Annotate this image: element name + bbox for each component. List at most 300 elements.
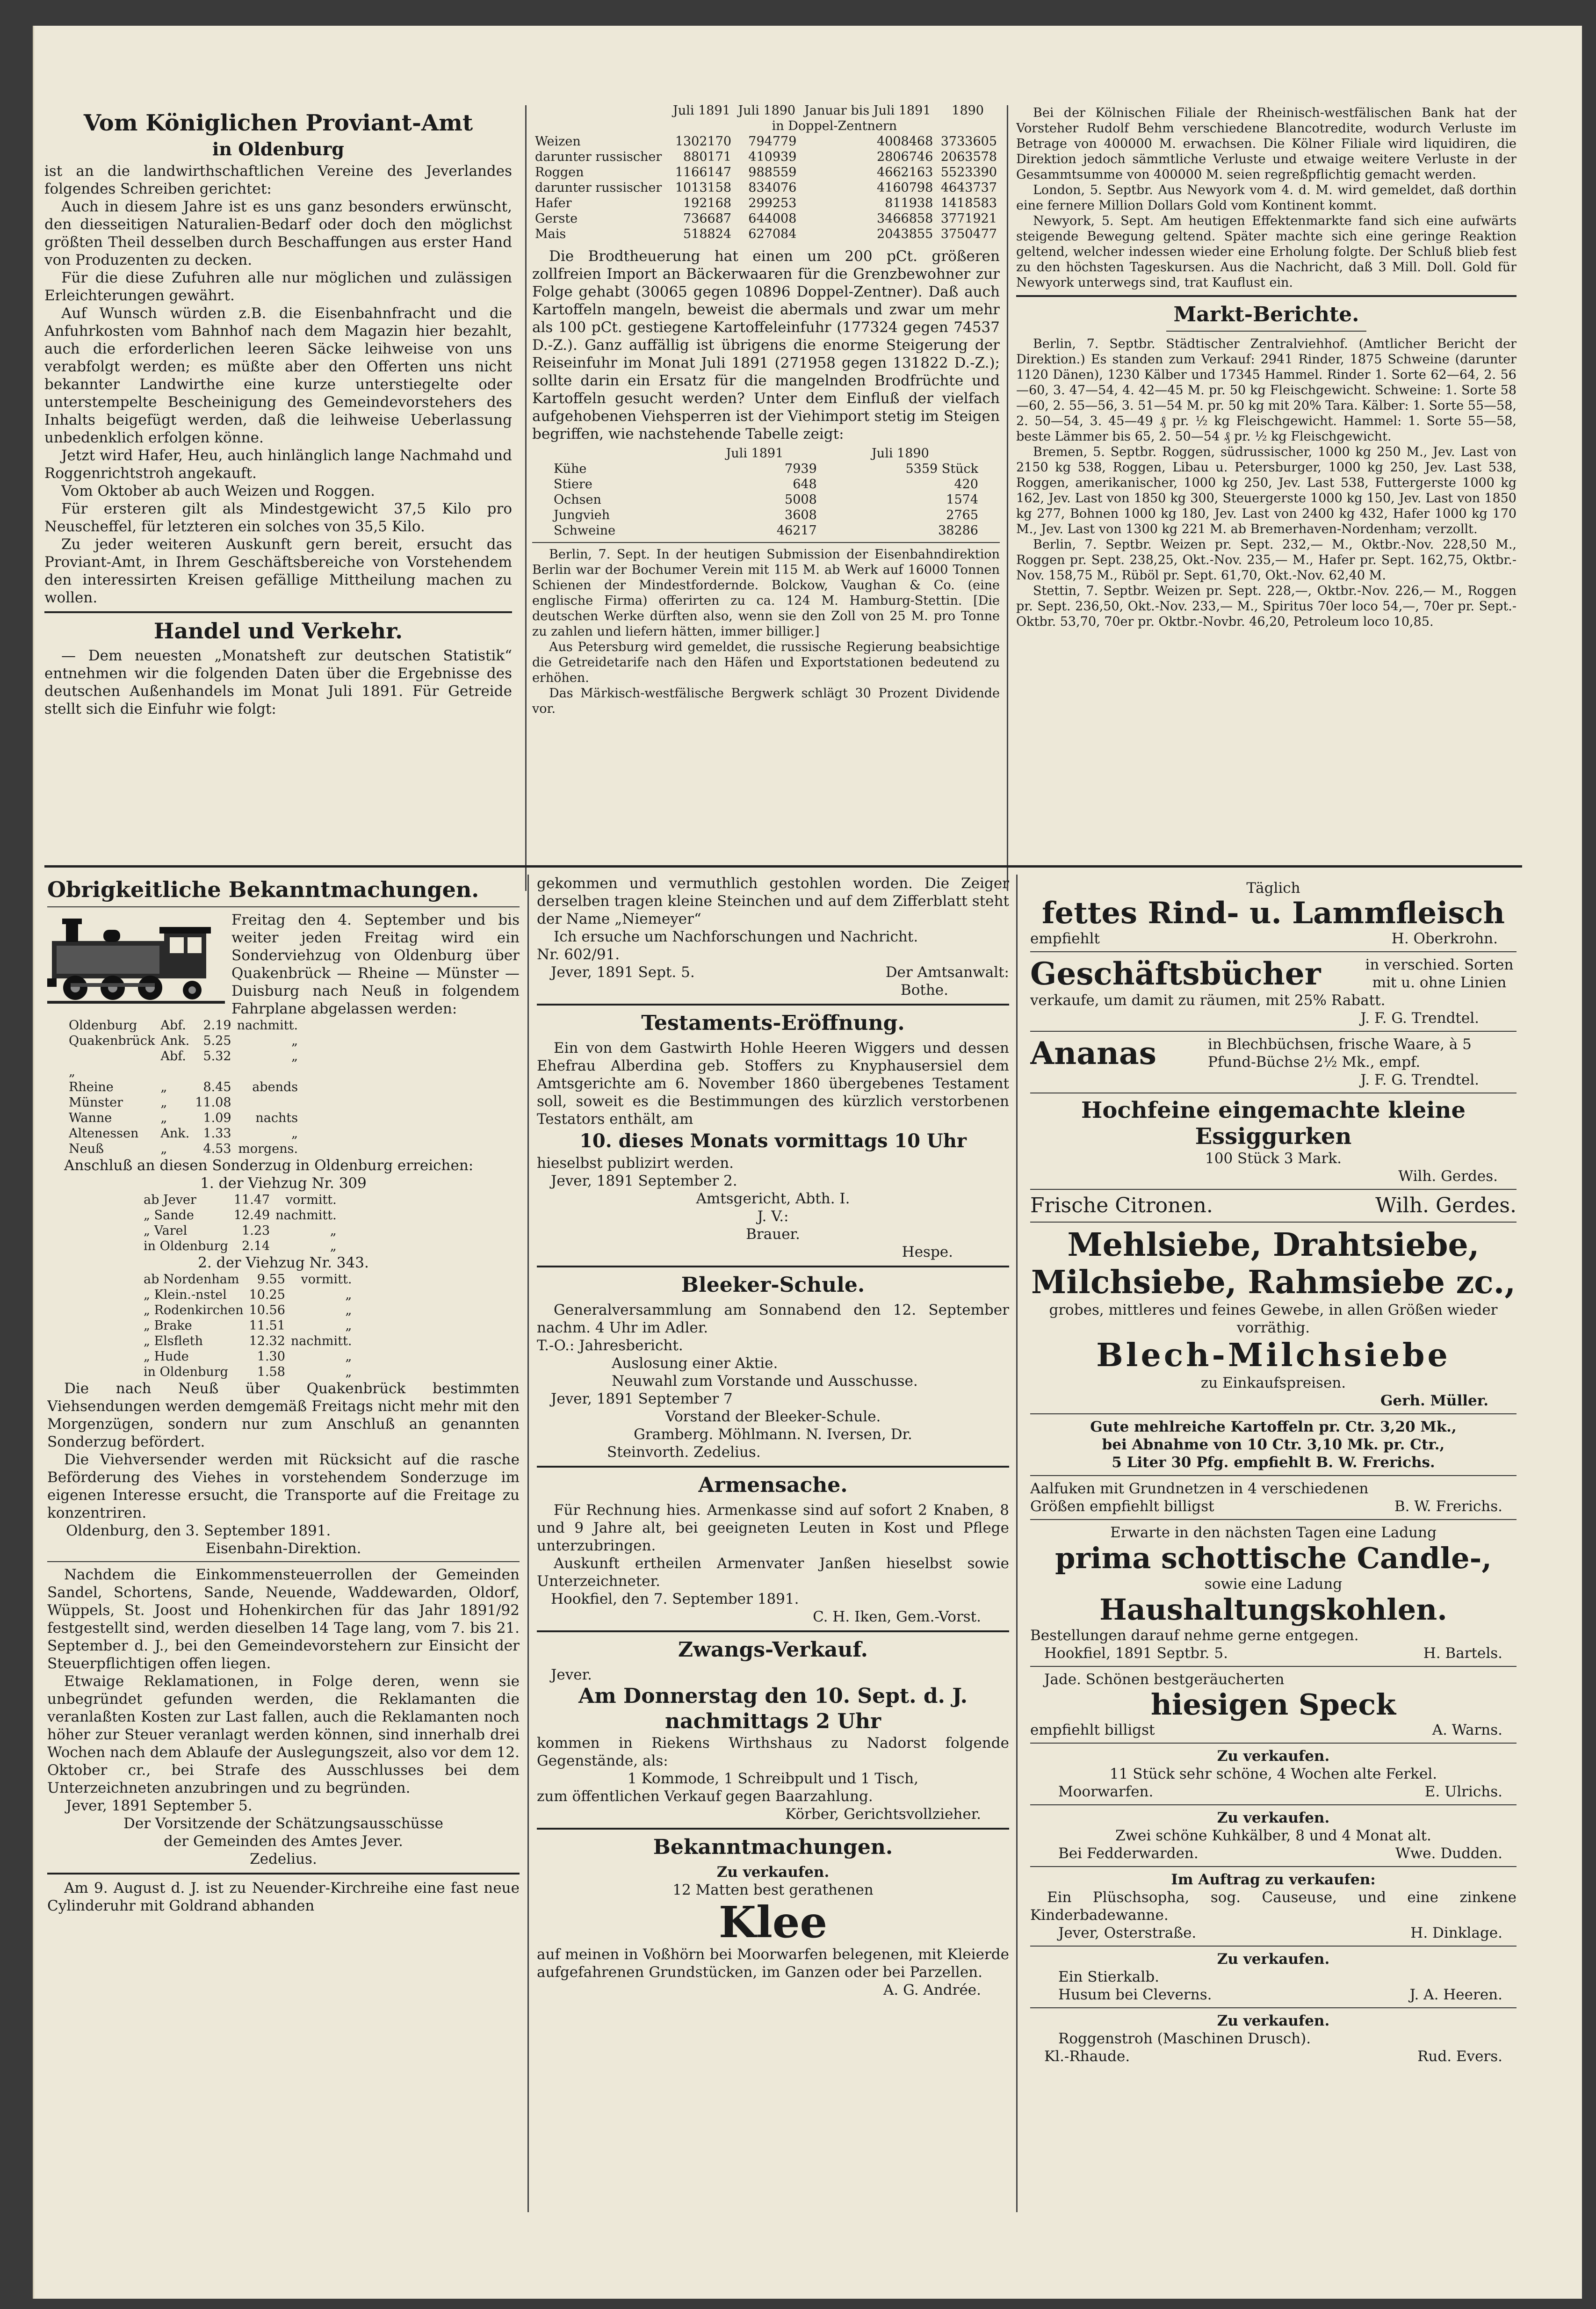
ad2-right: in verschied. Sorten mit u. ohne Linien xyxy=(1365,956,1514,991)
vieh-p2: Aus Petersburg wird gemeldet, die russische Regierung beabsichtige die Getreidetarife nach den Häfen und Exportstationen bedeutend zu erhöhen. xyxy=(532,640,1000,685)
schedule2-cell: 2.14 xyxy=(242,1239,270,1253)
newspaper-page xyxy=(33,26,1582,2299)
schedule1-cell: Ank. xyxy=(160,1034,190,1048)
grain-row xyxy=(532,195,1000,211)
grain-cell: 4643737 xyxy=(940,181,997,195)
mid-amt: Der Amtsanwalt: xyxy=(885,964,1009,981)
ad9-date: Hookfiel, 1891 Septbr. 5. xyxy=(1044,1645,1228,1662)
schedule3-cell: in Oldenburg xyxy=(144,1365,228,1379)
zwangs-title: Zwangs-Verkauf. xyxy=(678,1638,868,1662)
proviant-subtitle: in Oldenburg xyxy=(212,138,344,159)
grain-cell: 2043855 xyxy=(877,227,933,241)
grain-header: Juli 1891 xyxy=(673,103,730,118)
grain-row xyxy=(532,165,1000,180)
vieh-cell: 420 xyxy=(954,477,978,492)
schedule1-cell: 1.09 xyxy=(203,1111,231,1125)
rule xyxy=(1030,1946,1517,1947)
section-rule xyxy=(537,1004,1009,1006)
armen-p2: Auskunft ertheilen Armenvater Janßen hieselbst sowie Unterzeichneter. xyxy=(537,1555,1009,1590)
grain-unit: in Doppel-Zentnern xyxy=(772,119,897,133)
bekannt-sign: A. G. Andrée. xyxy=(883,1982,981,1998)
bekannt-l1: 12 Matten best gerathenen xyxy=(672,1882,874,1898)
schedule2-row xyxy=(141,1223,339,1238)
schedule1-cell: Ank. xyxy=(160,1126,190,1141)
grain-cell: 4662163 xyxy=(877,165,933,180)
schedule2-cell: 11.47 xyxy=(233,1193,270,1207)
proviant-p1: ist an die landwirthschaftlichen Vereine des Jeverlandes folgendes Schreiben gerichtet: xyxy=(44,163,512,197)
bleeker-p: Generalversammlung am Sonnabend den 12. September nachm. 4 Uhr im Adler. xyxy=(537,1302,1009,1336)
ad14-place: Husum bei Cleverns. xyxy=(1058,1986,1212,2003)
bekannt-p: auf meinen in Voßhörn bei Moorwarfen belegenen, mit Kleierde aufgefahrenen Grundstücken, im Ganzen oder bei Parzellen. xyxy=(537,1946,1009,1981)
grain-p1: Die Brodtheuerung hat einen um 200 pCt. größeren zollfreien Import an Bäckerwaaren für die Grenzbewohner zur Folge gehabt (30065 gegen 10896 Doppel-Zentner). Daß auch Kartoffeln mangeln, beweist die abermals und zwar um mehr als 100 pCt. gestiegene Kartoffeleinfuhr (177324 gegen 74537 D.-Z.). Ganz auffällig ist übrigens die enorme Steigerung der Reiseinfuhr im Monat Juli 1891 (271958 gegen 131822 D.-Z.); sollte darin ein Ersatz für die mangelnden Brodfrüchte und Kartoffeln gesucht werden? Unter dem Einfluß der vielfach aufgehobenen Viehsperren ist der Viehimport stetig im Steigen begriffen, wie nachstehende Tabelle zeigt: xyxy=(532,248,1000,442)
ad1-sign: H. Oberkrohn. xyxy=(1391,930,1498,947)
schedule1-cell: „ xyxy=(160,1142,167,1156)
ad2-p: verkaufe, um damit zu räumen, mit 25% Rabatt. xyxy=(1030,992,1386,1009)
grain-import-table xyxy=(532,103,1000,242)
ad9-p3: Bestellungen darauf nehme gerne entgegen. xyxy=(1030,1627,1359,1644)
schedule2-cell: vormitt. xyxy=(285,1193,337,1207)
ad15-place: Kl.-Rhaude. xyxy=(1044,2048,1130,2065)
schedule1-cell xyxy=(234,1064,301,1079)
vieh-cell: Stiere xyxy=(554,477,592,492)
schedule1-cell: „ xyxy=(160,1111,167,1125)
zwangs-big1: Am Donnerstag den 10. Sept. d. J. xyxy=(578,1684,968,1708)
grain-cell: 2063578 xyxy=(940,150,997,164)
schedule3-cell: „ Hude xyxy=(144,1349,189,1364)
schedule1-row xyxy=(66,1064,301,1079)
grain-cell: 1302170 xyxy=(675,134,732,149)
markt-p3: Berlin, 7. Septbr. Weizen pr. Sept. 232,— M., Oktbr.-Nov. 228,50 M., Roggen pr. Sept. 238,25, Okt.-Nov. 235,— M., Hafer pr. Sept. 162,75, Oktbr.-Nov. 158,75 M., Rüböl pr. Sept. 61,70, Okt.-Nov. 62,40 M. xyxy=(1016,537,1517,583)
locomotive-icon xyxy=(47,913,225,1006)
armen-sign: C. H. Iken, Gem.-Vorst. xyxy=(813,1608,981,1625)
grain-cell: 811938 xyxy=(885,196,933,210)
vieh-cell: Kühe xyxy=(554,462,587,476)
schedule-table-2 xyxy=(141,1192,339,1254)
vieh-row xyxy=(551,507,981,523)
schedule1-cell: 11.08 xyxy=(195,1095,231,1110)
proviant-title: Vom Königlichen Proviant-Amt xyxy=(83,110,473,136)
zwangs-place: Jever. xyxy=(551,1666,592,1683)
schedule3-cell: „ Rodenkirchen xyxy=(144,1303,244,1317)
bleeker-to: T.-O.: Jahresbericht. xyxy=(537,1337,683,1354)
schedule3-cell: „ xyxy=(345,1349,352,1364)
grain-cell: 2806746 xyxy=(877,150,933,164)
ad13-p: Ein Plüschsopha, sog. Causeuse, und eine zinkene Kinderbadewanne. xyxy=(1030,1889,1517,1924)
grain-row xyxy=(532,226,1000,242)
bank-p2: London, 5. Septbr. Aus Newyork vom 4. d. M. wird gemeldet, daß dorthin eine fernere Million Dollars Gold vom Kontinent kommt. xyxy=(1016,183,1517,213)
rule xyxy=(1030,1189,1517,1190)
bekannt-big: Klee xyxy=(719,1897,827,1947)
testament-p: Ein von dem Gastwirth Hohle Heeren Wiggers und dessen Ehefrau Alberdina geb. Stoffers zu Knyphausersiel dem Amtsgerichte am 6. November 1860 übergebenes Testament soll, soweit es die Bestimmungen des kürzlich verstorbenen Testators enthält, am xyxy=(537,1040,1009,1128)
schedule1-row xyxy=(66,1018,301,1033)
bleeker-names2: Steinvorth. Zedelius. xyxy=(607,1444,761,1461)
column-divider xyxy=(527,875,529,2212)
testament-date: Jever, 1891 September 2. xyxy=(551,1173,737,1189)
schedule1-cell: Oldenburg xyxy=(69,1018,137,1033)
proviant-p2: Auch in diesem Jahre ist es uns ganz besonders erwünscht, den diesseitigen Naturalien-Bedarf oder doch den möglichst größten Theil desselben durch Beschaffungen aus erster Hand von Produzenten zu decken. xyxy=(44,198,512,268)
armen-p: Für Rechnung hies. Armenkasse sind auf sofort 2 Knaben, 8 und 9 Jahre alt, bei geeigneten Leuten in Kost und Pflege unterzubringen. xyxy=(537,1502,1009,1554)
ad8-l2: Größen empfiehlt billigst xyxy=(1030,1498,1214,1515)
column-2-top xyxy=(532,103,1000,884)
ad13-title: Im Auftrag zu verkaufen: xyxy=(1171,1871,1376,1888)
proviant-p8: Zu jeder weiteren Auskunft gern bereit, ersucht das Proviant-Amt, in Ihrem Geschäftsbereiche von Vorstehendem den interessirten Kreisen gefällige Mittheilung machen zu wollen. xyxy=(44,536,512,606)
grain-cell: 299253 xyxy=(748,196,797,210)
bleeker-sign: Vorstand der Bleeker-Schule. xyxy=(665,1408,881,1425)
ad3-right: in Blechbüchsen, frische Waare, à 5 Pfund-Büchse 2½ Mk., empf. xyxy=(1208,1036,1472,1071)
proviant-p3: Für die diese Zufuhren alle nur möglichen und zulässigen Erleichterungen gewährt. xyxy=(44,269,512,304)
vieh-cell: Ochsen xyxy=(554,492,601,507)
ad9-sign: H. Bartels. xyxy=(1423,1645,1502,1662)
grain-cell: 3771921 xyxy=(940,211,997,226)
grain-cell: 410939 xyxy=(748,150,797,164)
obrig-place: Oldenburg, den 3. September 1891. xyxy=(66,1522,331,1539)
rule xyxy=(1030,1519,1517,1520)
schedule2-cell: „ Sande xyxy=(144,1208,194,1223)
markt-p4: Stettin, 7. Septbr. Weizen pr. Sept. 228,—, Oktbr.-Nov. 226,— M., Roggen pr. Sept. 236,50, Okt.-Nov. 233,— M., Spiritus 70er loco 54,—, 70er pr. Sept.-Oktbr. 53,70, 70er pr. Oktbr.-Novbr. 46,20, Petroleum loco 10,85. xyxy=(1016,584,1517,629)
schedule-table-3 xyxy=(141,1272,354,1380)
schedule1-cell: abends xyxy=(252,1080,298,1094)
schedule3-cell: „ xyxy=(345,1365,352,1379)
section-rule xyxy=(537,1630,1009,1632)
schedule2-cell: 1.23 xyxy=(242,1223,270,1238)
grain-cell: 1418583 xyxy=(940,196,997,210)
vieh-cell: 1574 xyxy=(946,492,978,507)
grain-cell: Weizen xyxy=(535,134,581,149)
ad9-p2: sowie eine Ladung xyxy=(1204,1576,1343,1592)
schedule2-cell: „ Varel xyxy=(144,1223,188,1238)
schedule1-row xyxy=(66,1049,301,1064)
vieh-row xyxy=(551,523,981,538)
rule xyxy=(532,542,1000,543)
rule xyxy=(1030,951,1517,952)
obrig-date2: Jever, 1891 September 5. xyxy=(66,1797,253,1814)
markt-title: Markt-Berichte. xyxy=(1173,303,1359,326)
viehzug-1: 1. der Viehzug Nr. 309 xyxy=(200,1175,367,1192)
grain-cell: Roggen xyxy=(535,165,584,180)
ad11-title: Zu verkaufen. xyxy=(1217,1748,1330,1765)
zwangs-big2: nachmittags 2 Uhr xyxy=(664,1709,881,1733)
obrig-p4: Nachdem die Einkommensteuerrollen der Gemeinden Sandel, Schortens, Sande, Neuende, Waddewarden, Oldorf, Wüppels, St. Joost und Hohenkirchen für das Jahr 1891/92 festgestellt sind, werden dieselben 14 Tage lang, vom 7. bis 21. September d. J., bei den Gemeindevorstehern zur Einsicht der Steuerpflichtigen offen liegen. xyxy=(47,1566,520,1672)
grain-cell: 5523390 xyxy=(940,165,997,180)
vieh-row xyxy=(551,492,981,507)
ad14-sign: J. A. Heeren. xyxy=(1409,1986,1502,2003)
schedule1-cell: Münster xyxy=(69,1095,123,1110)
schedule2-cell: in Oldenburg xyxy=(144,1239,228,1253)
ad6-p: grobes, mittleres und feines Gewebe, in allen Größen wieder vorräthig. xyxy=(1049,1302,1498,1336)
schedule1-cell: Altenessen xyxy=(69,1126,139,1141)
schedule2-cell: „ xyxy=(330,1223,337,1238)
section-rule xyxy=(537,1266,1009,1267)
column-3-top xyxy=(1016,105,1517,886)
ad9-big: prima schottische Candle-, xyxy=(1055,1541,1492,1575)
vieh-p3: Das Märkisch-westfälische Bergwerk schlägt 30 Prozent Dividende vor. xyxy=(532,686,1000,716)
schedule3-cell: 10.56 xyxy=(249,1303,285,1317)
grain-cell: 3466858 xyxy=(877,211,933,226)
ad10-big: hiesigen Speck xyxy=(1150,1687,1396,1722)
testament-sign1: Amtsgericht, Abth. I. xyxy=(696,1190,850,1207)
schedule3-cell: „ xyxy=(345,1288,352,1302)
vieh-cell: 5359 Stück xyxy=(905,462,978,476)
schedule3-row xyxy=(141,1364,354,1380)
column-1-top xyxy=(44,105,512,882)
mid-p2: Ich ersuche um Nachforschungen und Nachricht. xyxy=(554,928,918,945)
schedule-table-1 xyxy=(66,1018,301,1157)
schedule1-row xyxy=(66,1110,301,1126)
vieh-cell: Schweine xyxy=(554,523,616,538)
grain-cell: 3750477 xyxy=(940,227,997,241)
schedule3-cell: 10.25 xyxy=(249,1288,285,1302)
schedule3-cell: 12.32 xyxy=(249,1334,285,1348)
schedule2-row xyxy=(141,1192,339,1208)
schedule1-cell: 2.19 xyxy=(203,1018,231,1033)
ad8-sign: B. W. Frerichs. xyxy=(1394,1498,1502,1515)
ad10-p: empfiehlt billigst xyxy=(1030,1722,1155,1738)
markt-p1: Berlin, 7. Septbr. Städtischer Zentralviehhof. (Amtlicher Bericht der Direktion.) Es standen zum Verkauf: 2941 Rinder, 1875 Schweine (darunter 1120 Dänen), 1230 Kälber und 17345 Hammel. Rinder 1. Sorte 62—64, 2. 56—60, 3. 47—54, 4. 42—45 M. pr. 50 kg Fleischgewicht. Schweine: 1. Sorte 58—60, 2. 55—56, 3. 51—54 M. pr. 50 kg mit 20% Tara. Kälber: 1. Sorte 55—58, 2. 50—54, 3. 45—49 ₰ pr. ½ kg Fleischgewicht. Hammel: 1. Sorte 55—58, beste Lämmer bis 65, 2. 50—54 ₰ pr. ½ kg Fleischgewicht. xyxy=(1016,337,1517,444)
grain-cell: darunter russischer xyxy=(535,150,662,164)
ad5-l: Frische Citronen. xyxy=(1030,1194,1213,1217)
page-section-rule xyxy=(44,865,1522,868)
schedule1-cell: Quakenbrück xyxy=(69,1034,155,1048)
rule xyxy=(1030,2007,1517,2008)
grain-cell: 3733605 xyxy=(940,134,997,149)
vieh-header xyxy=(551,446,690,461)
ad11-p: 11 Stück sehr schöne, 4 Wochen alte Ferkel. xyxy=(1109,1766,1437,1782)
ad6-p2: zu Einkaufspreisen. xyxy=(1200,1375,1346,1391)
schedule3-cell: 11.51 xyxy=(249,1318,285,1333)
schedule3-cell: 1.30 xyxy=(257,1349,285,1364)
schedule3-cell: nachmitt. xyxy=(290,1334,352,1348)
grain-cell: 736687 xyxy=(683,211,732,226)
testament-sign3: Brauer. xyxy=(746,1226,800,1243)
vieh-cell: 7939 xyxy=(785,462,817,476)
schedule1-cell: „ xyxy=(291,1034,298,1048)
schedule1-cell: „ xyxy=(160,1080,167,1094)
rule xyxy=(47,906,520,907)
schedule2-cell: 12.49 xyxy=(233,1208,270,1223)
grain-cell: 1166147 xyxy=(675,165,732,180)
testament-sign4: Hespe. xyxy=(902,1244,953,1260)
ad15-sign: Rud. Evers. xyxy=(1417,2048,1502,2065)
vieh-cell: 5008 xyxy=(785,492,817,507)
ad1-l: empfiehlt xyxy=(1030,930,1100,947)
ad1-big: fettes Rind- u. Lammfleisch xyxy=(1041,896,1505,931)
bank-p3: Newyork, 5. Sept. Am heutigen Effektenmarkte fand sich eine aufwärts steigende Bewegung geltend. Später machte sich eine geringe Reaktion geltend, welcher indessen wieder eine Erholung folgte. Der Schluß blieb fest zu den höchsten Tageskursen. Aus die Nachricht, daß 3 Mill. Doll. Gold für Newyork unterwegs sind, trat Kauflust ein. xyxy=(1016,214,1517,290)
zwangs-p2: zum öffentlichen Verkauf gegen Baarzahlung. xyxy=(537,1788,873,1805)
vieh-cell: 648 xyxy=(793,477,817,492)
schedule3-row xyxy=(141,1287,354,1303)
grain-header xyxy=(532,103,669,118)
markt-p2: Bremen, 5. Septbr. Roggen, südrussischer, 1000 kg 250 M., Jev. Last von 2150 kg 538, Roggen, Libau u. Petersburger, 1000 kg 250, Jev. Last 538, Roggen, amerikanischer, 1000 kg 250, Jev. Last 538, Futtergerste 1000 kg 162, Jev. Last von 1850 kg 300, Steuergerste 1000 kg 150, Jev. Last von 1850 kg 277, Bohnen 1000 kg 180, Jev. Last von 2400 kg 432, Hafer 1000 kg 170 M., Jev. Last von 1300 kg 221 M. ab Bremerhaven-Nordenham; verzollt. xyxy=(1016,445,1517,536)
grain-header: Juli 1890 xyxy=(738,103,796,118)
handel-title: Handel und Verkehr. xyxy=(153,618,403,644)
obrig-p6: Am 9. August d. J. ist zu Neuender-Kirchreihe eine fast neue Cylinderuhr mit Goldrand abhanden xyxy=(47,1880,520,1914)
grain-row xyxy=(532,134,1000,149)
ad9-p: Erwarte in den nächsten Tagen eine Ladung xyxy=(1110,1524,1437,1541)
schedule1-cell xyxy=(234,1095,301,1110)
rule xyxy=(1030,1413,1517,1414)
schedule3-cell: „ xyxy=(345,1318,352,1333)
proviant-p7: Für ersteren gilt als Mindestgewicht 37,5 Kilo pro Neuscheffel, für letzteren ein solches von 35,5 Kilo. xyxy=(44,500,512,535)
bekannt-title: Bekanntmachungen. xyxy=(653,1835,893,1859)
ad6-big3: Blech-Milchsiebe xyxy=(1096,1337,1451,1374)
ad5-sign: Wilh. Gerdes. xyxy=(1375,1194,1517,1217)
schedule1-cell: 4.53 xyxy=(203,1142,231,1156)
grain-cell: 834076 xyxy=(748,181,797,195)
grain-cell: Mais xyxy=(535,227,566,241)
mid-p1: gekommen und vermuthlich gestohlen worden. Die Zeiger derselben tragen kleine Steinchen und auf dem Zifferblatt steht der Name „Niemeyer“ xyxy=(537,875,1009,927)
obrig-mid: Anschluß an diesen Sonderzug in Oldenburg erreichen: xyxy=(64,1157,474,1174)
schedule2-cell: „ xyxy=(330,1239,337,1253)
ad1-top: Täglich xyxy=(1246,880,1300,897)
bleeker-l2: Neuwahl zum Vorstande und Ausschusse. xyxy=(612,1373,918,1390)
ad4-big: Hochfeine eingemachte kleine Essiggurken xyxy=(1081,1097,1466,1150)
schedule3-row xyxy=(141,1318,354,1333)
ad13-sign: H. Dinklage. xyxy=(1410,1925,1502,1941)
schedule1-cell: nachmitt. xyxy=(237,1018,298,1033)
obrig-sign: Eisenbahn-Direktion. xyxy=(205,1540,361,1557)
ad14-title: Zu verkaufen. xyxy=(1217,1951,1330,1968)
armen-title: Armensache. xyxy=(698,1473,848,1497)
schedule3-row xyxy=(141,1333,354,1349)
grain-cell: 1013158 xyxy=(675,181,732,195)
bleeker-l1: Auslosung einer Aktie. xyxy=(612,1355,778,1372)
schedule3-cell: „ Elsfleth xyxy=(144,1334,203,1348)
ad13-place: Jever, Osterstraße. xyxy=(1058,1925,1197,1941)
ad7-l3: 5 Liter 30 Pfg. empfiehlt B. W. Frerichs. xyxy=(1112,1454,1435,1471)
grain-cell: Gerste xyxy=(535,211,578,226)
obrig-sign2b: der Gemeinden des Amtes Jever. xyxy=(164,1833,403,1850)
schedule1-cell: Abf. xyxy=(160,1018,186,1033)
ad6-big1: Mehlsiebe, Drahtsiebe, xyxy=(1067,1226,1480,1264)
viehzug-2: 2. der Viehzug Nr. 343. xyxy=(198,1254,369,1271)
grain-cell: 644008 xyxy=(748,211,797,226)
testament-sign2: J. V.: xyxy=(757,1208,789,1225)
grain-cell: darunter russischer xyxy=(535,181,662,195)
column-3-ads xyxy=(1030,875,1517,2278)
schedule3-row xyxy=(141,1303,354,1318)
schedule1-cell: Abf. xyxy=(160,1049,186,1064)
grain-cell: 4008468 xyxy=(877,134,933,149)
obrig-p5: Etwaige Reklamationen, in Folge deren, wenn sie unbegründet gefunden werden, die Reklamanten die veranlaßten Kosten zur Last fallen, auch die Reklamanten noch höher zur Steuer veranlagt werden können, sind innerhalb drei Wochen nach dem Ablaufe der Auslegungszeit, also vor dem 12. Oktober cr., bei Strafe des Ausschlusses bei dem Unterzeichneten anzubringen und zu begründen. xyxy=(47,1673,520,1796)
obrig-intro: Freitag den 4. September und bis weiter jeden Freitag wird ein Sonderviehzug von Oldenburg über Quakenbrück — Rheine — Münster — Duisburg nach Neuß in folgendem Fahrplane abgelassen werden: xyxy=(231,912,520,1017)
grain-cell: 4160798 xyxy=(877,181,933,195)
schedule1-cell: „ xyxy=(69,1064,75,1079)
grain-cell: 627084 xyxy=(748,227,797,241)
schedule1-cell: Wanne xyxy=(69,1111,112,1125)
schedule1-cell: Neuß xyxy=(69,1142,104,1156)
vieh-cell: Jungvieh xyxy=(554,508,610,522)
schedule1-cell: „ xyxy=(160,1095,167,1110)
ad12-p: Zwei schöne Kuhkälber, 8 und 4 Monat alt. xyxy=(1115,1827,1431,1844)
ad2-sign: J. F. G. Trendtel. xyxy=(1360,1010,1479,1027)
zwangs-p: kommen in Riekens Wirthshaus zu Nadorst folgende Gegenstände, als: xyxy=(537,1735,1009,1769)
proviant-p6: Vom Oktober ab auch Weizen und Roggen. xyxy=(61,483,376,499)
obrig-p2: Die nach Neuß über Quakenbrück bestimmten Viehsendungen werden demgemäß Freitags nicht mehr mit den Morgenzügen, sondern nur zum Anschluß an genannten Sonderzug befördert. xyxy=(47,1380,520,1450)
obrig-title: Obrigkeitliche Bekanntmachungen. xyxy=(47,877,479,902)
vieh-cell: 2765 xyxy=(946,508,978,522)
ad9-big2: Haushaltungskohlen. xyxy=(1099,1592,1447,1627)
schedule1-row xyxy=(66,1126,301,1141)
section-rule xyxy=(1016,295,1517,297)
schedule1-cell: 8.45 xyxy=(203,1080,231,1094)
ad15-title: Zu verkaufen. xyxy=(1217,2012,1330,2029)
schedule1-row xyxy=(66,1141,301,1157)
bleeker-date: Jever, 1891 September 7 xyxy=(551,1390,733,1407)
testament-title: Testaments-Eröffnung. xyxy=(641,1011,905,1035)
grain-cell: 518824 xyxy=(683,227,732,241)
grain-row xyxy=(532,149,1000,165)
ad14-p: Ein Stierkalb. xyxy=(1058,1969,1160,1985)
grain-cell: 988559 xyxy=(748,165,797,180)
section-rule xyxy=(44,611,512,613)
bekannt-sub: Zu verkaufen. xyxy=(716,1864,830,1881)
ad6-big2: Milchsiebe, Rahmsiebe zc., xyxy=(1031,1264,1516,1301)
schedule3-cell: „ xyxy=(345,1303,352,1317)
ad12-sign: Wwe. Dudden. xyxy=(1395,1845,1502,1862)
rule xyxy=(47,1561,520,1562)
schedule1-cell xyxy=(192,1064,234,1079)
schedule2-row xyxy=(141,1208,339,1223)
grain-row xyxy=(532,180,1000,195)
schedule2-cell: nachmitt. xyxy=(275,1208,337,1223)
ad3-big: Ananas xyxy=(1030,1035,1156,1071)
vieh-row xyxy=(551,461,981,477)
vieh-cell: 46217 xyxy=(776,523,817,538)
schedule1-cell: 5.32 xyxy=(203,1049,231,1064)
grain-cell: 880171 xyxy=(683,150,732,164)
schedule1-cell: morgens. xyxy=(238,1142,298,1156)
mid-amtname: Bothe. xyxy=(900,982,948,999)
section-rule xyxy=(47,1873,520,1875)
bleeker-names1: Gramberg. Möhlmann. N. Iversen, Dr. xyxy=(634,1426,912,1443)
section-rule xyxy=(537,1828,1009,1830)
column-divider xyxy=(1016,875,1018,2212)
schedule3-cell: ab Nordenham xyxy=(144,1272,239,1287)
ad11-place: Moorwarfen. xyxy=(1058,1783,1154,1800)
ad8-l1: Aalfuken mit Grundnetzen in 4 verschiedenen xyxy=(1030,1480,1369,1497)
schedule1-cell: Rheine xyxy=(69,1080,114,1094)
zwangs-items: 1 Kommode, 1 Schreibpult und 1 Tisch, xyxy=(628,1770,918,1787)
schedule1-cell xyxy=(66,1049,158,1064)
schedule1-cell: „ xyxy=(291,1049,298,1064)
ad7-l2: bei Abnahme von 10 Ctr. 3,10 Mk. pr. Ctr., xyxy=(1102,1436,1445,1453)
schedule1-row xyxy=(66,1033,301,1049)
rule xyxy=(1030,1666,1517,1667)
grain-cell: Hafer xyxy=(535,196,572,210)
ad10-sign: A. Warns. xyxy=(1432,1722,1502,1738)
mid-nr: Nr. 602/91. xyxy=(537,946,620,963)
armen-date: Hookfiel, den 7. September 1891. xyxy=(551,1591,799,1607)
proviant-p5: Jetzt wird Hafer, Heu, auch hinlänglich lange Nachmahd und Roggenrichtstroh angekauft. xyxy=(44,447,512,482)
schedule1-cell: 5.25 xyxy=(203,1034,231,1048)
schedule3-cell: 9.55 xyxy=(257,1272,285,1287)
obrig-sign2c: Zedelius. xyxy=(250,1851,317,1867)
grain-header: Januar bis Juli 1891 xyxy=(804,103,931,118)
column-2-bottom xyxy=(537,875,1009,2278)
schedule3-cell: vormitt. xyxy=(301,1272,352,1287)
mid-place: Jever, 1891 Sept. 5. xyxy=(551,964,695,981)
schedule1-row xyxy=(66,1095,301,1110)
grain-cell: 794779 xyxy=(748,134,797,149)
schedule2-cell: ab Jever xyxy=(144,1193,196,1207)
zwangs-sign: Körber, Gerichtsvollzieher. xyxy=(785,1806,981,1823)
ad11-sign: E. Ulrichs. xyxy=(1424,1783,1502,1800)
ad6-sign: Gerh. Müller. xyxy=(1380,1392,1488,1409)
ad12-place: Bei Fedderwarden. xyxy=(1058,1845,1199,1862)
testament-date-big: 10. dieses Monats vormittags 10 Uhr xyxy=(579,1130,967,1152)
vieh-cell: 38286 xyxy=(938,523,978,538)
obrig-sign2a: Der Vorsitzende der Schätzungsausschüsse xyxy=(123,1815,443,1832)
